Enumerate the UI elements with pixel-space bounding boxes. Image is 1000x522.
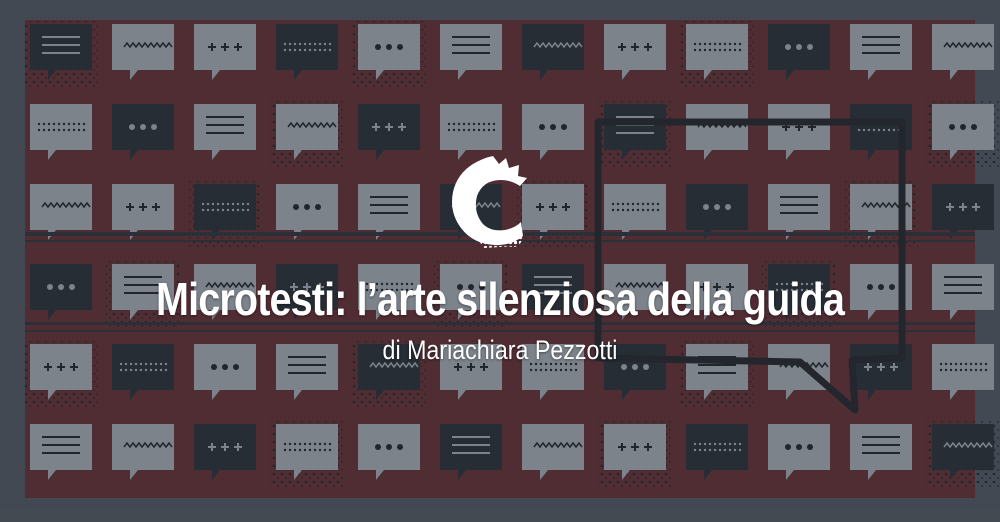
author-byline: di Mariachiara Pezzotti (382, 335, 618, 365)
page-title: Microtesti: l’arte silenziosa della guida (155, 273, 844, 325)
dragon-c-logo-icon (443, 150, 535, 250)
